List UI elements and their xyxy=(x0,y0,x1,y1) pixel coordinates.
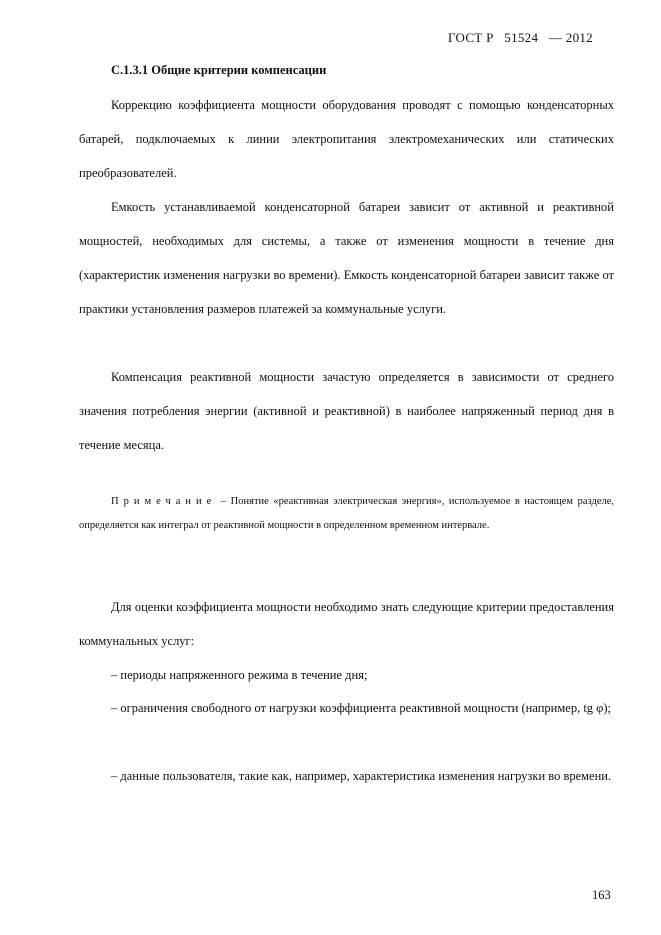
list-item: – периоды напряженного режима в течение дня; xyxy=(111,668,368,682)
list-item: – ограничения свободного от нагрузки коэффициента реактивной мощности (например, tg φ); xyxy=(111,701,612,715)
note-label: Примечание xyxy=(111,496,217,507)
list-item: – данные пользователя, такие как, например, характеристика изменения нагрузки во времени. xyxy=(111,769,612,783)
page-number: 163 xyxy=(592,888,611,902)
document-header: ГОСТ Р 51524 — 2012 xyxy=(448,30,593,45)
note-block xyxy=(79,490,614,538)
paragraph-correction: Коррекцию коэффициента мощности оборудования проводят с помощью конденсаторных батарей, подключаемых к линии электропитания электромеханических или статических преобразователей. xyxy=(79,98,614,180)
paragraph-criteria-intro: Для оценки коэффициента мощности необходимо знать следующие критерии предоставления коммунальных услуг: xyxy=(79,600,614,648)
note-text: – Понятие «реактивная электрическая энергия», используемое в настоящем разделе, определяется как интеграл от реактивной мощности в определенном временном интервале. xyxy=(79,496,614,531)
section-title: С.1.3.1 Общие критерии компенсации xyxy=(111,63,327,77)
paragraph-capacity: Емкость устанавливаемой конденсаторной батареи зависит от активной и реактивной мощностей, необходимых для системы, а также от изменения мощности в течение дня (характеристик изменения нагрузки во времени). Емкость конденсаторной батареи зависит также от практики установления размеров платежей за коммунальные услуги. xyxy=(79,200,614,316)
paragraph-compensation: Компенсация реактивной мощности зачастую определяется в зависимости от среднего значения потребления энергии (активной и реактивной) в наиболее напряженный период дня в течение месяца. xyxy=(79,370,614,452)
